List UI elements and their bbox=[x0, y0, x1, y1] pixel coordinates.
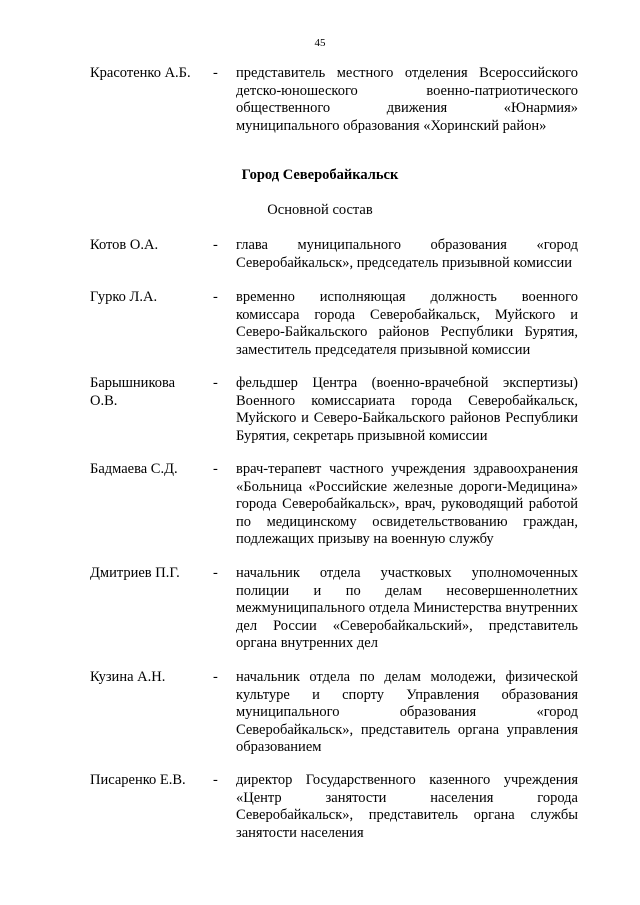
dash-separator: - bbox=[213, 565, 218, 581]
member-name: Дмитриев П.Г. bbox=[90, 565, 180, 581]
dash-separator: - bbox=[213, 289, 218, 305]
section-title: Город Северобайкальск bbox=[241, 167, 399, 183]
dash-separator: - bbox=[213, 237, 218, 253]
member-role: директор Государственного казенного учреждения «Центр занятости населения города Северобайкальск», представитель органа службы занятости населения bbox=[236, 772, 578, 841]
dash-separator: - bbox=[213, 669, 218, 685]
member-role: представитель местного отделения Всероссийского детско-юношеского военно-патриотического общественного движения «Юнармия» муниципального образования «Хоринский район» bbox=[236, 65, 578, 134]
subsection-title: Основной состав bbox=[267, 202, 373, 218]
member-name: Гурко Л.А. bbox=[90, 289, 158, 305]
member-name: Бадмаева С.Д. bbox=[90, 461, 178, 477]
dash-separator: - bbox=[213, 65, 218, 81]
member-role: врач-терапевт частного учреждения здравоохранения «Больница «Российские железные дороги-Медицина» города Северобайкальск», врач, руководящий работой по медицинскому освидетельствованию граждан, подлежащих призыву на военную службу bbox=[236, 461, 578, 547]
dash-separator: - bbox=[213, 772, 218, 788]
dash-separator: - bbox=[213, 375, 218, 391]
member-role: начальник отдела по делам молодежи, физической культуре и спорту Управления образования муниципального образования «город Северобайкальск», представитель органа управления образованием bbox=[236, 669, 578, 755]
member-name: Писаренко Е.В. bbox=[90, 772, 186, 788]
member-name: Красотенко А.Б. bbox=[90, 65, 191, 81]
member-role: глава муниципального образования «город Северобайкальск», председатель призывной комиссии bbox=[236, 237, 578, 271]
page-number: 45 bbox=[314, 37, 326, 49]
member-name: Котов О.А. bbox=[90, 237, 159, 253]
member-role: временно исполняющая должность военного комиссара города Северобайкальск, Муйского и Северо-Байкальского районов Республики Бурятия, заместитель председателя призывной комиссии bbox=[236, 289, 578, 358]
member-name: Кузина А.Н. bbox=[90, 669, 166, 685]
member-role: начальник отдела участковых уполномоченных полиции и по делам несовершеннолетних межмуниципального отдела Министерства внутренних дел России «Северобайкальский», представитель органа внутренних дел bbox=[236, 565, 578, 651]
member-role: фельдшер Центра (военно-врачебной экспертизы) Военного комиссариата города Северобайкальск, Муйского и Северо-Байкальского районов Республики Бурятия, секретарь призывной комиссии bbox=[236, 375, 578, 444]
dash-separator: - bbox=[213, 461, 218, 477]
member-name: Барышникова О.В. bbox=[90, 375, 176, 409]
